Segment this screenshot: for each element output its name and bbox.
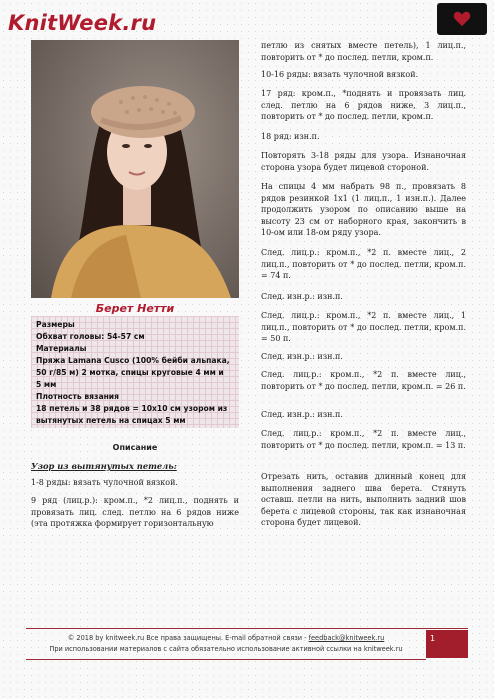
paragraph: 9 ряд (лиц.р.): кром.п., *2 лиц.п., поднять и провязать лиц. след. петлю на 6 рядов ниже (эта протяжка формирует горизонтальную <box>31 496 239 528</box>
paragraph: Повторять 3-18 ряды для узора. Изнаночная сторона узора будет лицевой стороной. <box>261 151 466 172</box>
paragraph: След. лиц.р.: кром.п., *2 п. вместе лиц., 1 лиц.п., повторить от * до послед. петли, кром.п. = 50 п. <box>261 311 466 343</box>
paragraph: След. лиц.р.: кром.п., *2 п. вместе лиц., повторить от * до послед. петли, кром.п. = 13 п. <box>261 429 466 450</box>
spec-line: Пряжа Lamana Cusco (100% бейби альпака, <box>36 356 230 365</box>
paragraph: 1-8 ряды: вязать чулочной вязкой. <box>31 478 178 487</box>
paragraph: 18 ряд: изн.п. <box>261 132 320 141</box>
photo-illustration <box>31 40 239 298</box>
model-photo <box>31 40 239 298</box>
paragraph: След. лиц.р.: кром.п., *2 п. вместе лиц., повторить от * до послед. петли, кром.п. = 26 п. <box>261 370 466 391</box>
footer-divider <box>26 628 468 629</box>
description-heading: Описание <box>112 443 158 452</box>
paragraph: На спицы 4 мм набрать 98 п., провязать 8 рядов резинкой 1х1 (1 лиц.п., 1 изн.п.). Далее продолжить узором по описанию выше на высоту 23 см от наборного края, закончить в 10-ом или 18-ом ряду узора. <box>261 182 466 237</box>
brand-badge <box>437 3 487 35</box>
spec-line: вытянутых петель на спицах 5 мм <box>36 416 186 425</box>
header <box>0 0 494 40</box>
paragraph: След. изн.р.: изн.п. <box>261 292 343 301</box>
specs-box <box>31 316 239 428</box>
copyright-line <box>26 634 426 642</box>
spec-line: Обхват головы: 54-57 см <box>36 332 145 341</box>
site-logo[interactable]: KnitWeek.ru <box>8 11 157 35</box>
spec-line: 50 г/85 м) 2 мотка, спицы круговые 4 мм и <box>36 368 224 377</box>
spec-line: 5 мм <box>36 380 57 389</box>
paragraph: Отрезать нить, оставив длинный конец для выполнения заднего шва берета. Стянуть оставш. петли на нить, выполнить задний шов берета с лицевой стороны, так как изнаночная сторона будет лицевой. <box>261 472 466 527</box>
heart-icon <box>453 11 471 27</box>
page-number-box <box>426 630 468 658</box>
spec-line: Плотность вязания <box>36 392 120 401</box>
paragraph: петлю из снятых вместе петель), 1 лиц.п., повторить от * до послед. петли, кром.п. <box>261 41 466 62</box>
spec-line: Размеры <box>36 320 75 329</box>
paragraph: След. изн.р.: изн.п. <box>261 352 343 361</box>
page-number: 1 <box>430 634 436 643</box>
copyright-text: © 2018 by knitweek.ru Все права защищены. E-mail обратной связи - <box>67 634 309 642</box>
usage-notice: При использовании материалов с сайта обязательно использование активной ссылки на knitweek.ru <box>49 645 403 653</box>
feedback-email-link[interactable]: feedback@knitweek.ru <box>308 634 385 642</box>
spec-line: 18 петель и 38 рядов = 10х10 см узором из <box>36 404 228 413</box>
pattern-heading: Узор из вытянутых петель: <box>31 461 177 471</box>
paragraph: След. лиц.р.: кром.п., *2 п. вместе лиц., 2 лиц.п., повторить от * до послед. петли, кром.п. = 74 п. <box>261 248 466 280</box>
paragraph: 17 ряд: кром.п., *поднять и провязать лиц. след. петлю на 6 рядов ниже, 3 лиц.п., повторить от * до послед. петли, кром.п. <box>261 89 466 121</box>
paragraph: След. изн.р.: изн.п. <box>261 410 343 419</box>
spec-line: Материалы <box>36 344 87 353</box>
photo-caption: Берет Нетти <box>95 302 175 315</box>
paragraph: 10-16 ряды: вязать чулочной вязкой. <box>261 70 419 79</box>
footer-divider-bottom <box>26 659 426 660</box>
